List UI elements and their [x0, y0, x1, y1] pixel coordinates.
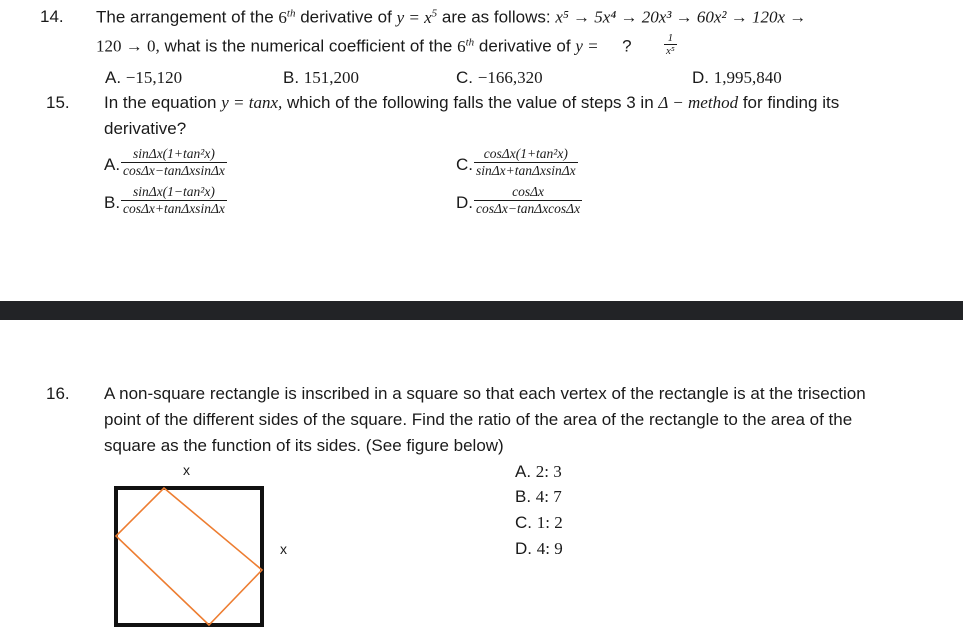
q16-figure: [112, 484, 272, 634]
q15-delta-method: Δ − method: [658, 93, 739, 112]
q16-option-b[interactable]: B. 4: 7: [515, 487, 562, 506]
q14-line2-start: 120 → 0,: [96, 36, 160, 56]
q14-number: 14.: [40, 7, 64, 26]
q14-line2-end: ?: [622, 36, 632, 56]
q15-option-b-letter[interactable]: B.: [104, 193, 121, 212]
q16-option-d[interactable]: D. 4: 9: [515, 539, 563, 558]
q14-option-b[interactable]: B. 151,200: [283, 68, 360, 87]
q14-sixth: 6th: [278, 7, 296, 27]
q15-option-c-letter[interactable]: C.: [456, 155, 473, 174]
q16-label-right: x: [280, 541, 287, 557]
q14-line2-eq: y =: [575, 36, 599, 56]
inscribed-rectangle: [116, 488, 262, 625]
q14-line2-mid: derivative of: [478, 36, 571, 56]
q16-line2: point of the different sides of the square. Find the ratio of the area of the rectangle to the area of the: [104, 410, 853, 429]
q15-option-b-fraction[interactable]: $\frac{\text{sinΔx(1−tan²x)}}{\cos\Delta x+\tan\Delta xsin\Delta x}$: [123, 184, 225, 216]
q15-option-a-fraction[interactable]: $\frac{\text{sinΔx(1+tan²x)}}{\cos\Delta x-\tan\Delta xsin\Delta x}$: [123, 146, 225, 178]
q14-line2-text: what is the numerical coefficient of the: [164, 36, 453, 56]
q16-number: 16.: [46, 384, 70, 403]
q16-line3: square as the function of its sides. (See figure below): [104, 436, 504, 455]
q15-option-a-letter[interactable]: A.: [104, 155, 121, 174]
q15-option-d-letter[interactable]: D.: [456, 193, 473, 212]
q14-option-d[interactable]: D. 1,995,840: [692, 68, 782, 87]
q14-sequence: x⁵ → 5x⁴ → 20x³ → 60x² → 120x →: [555, 7, 807, 27]
q14-equation: $y = x^5$: [396, 7, 438, 27]
q16-line1: A non-square rectangle is inscribed in a square so that each vertex of the rectangle is at the trisection: [104, 384, 866, 403]
q16-option-c[interactable]: C. 1: 2: [515, 513, 563, 532]
q15-number: 15.: [46, 93, 70, 112]
q14-line1-after: are as follows:: [441, 7, 551, 27]
q15-line2: derivative?: [104, 119, 187, 138]
q14-option-a[interactable]: A. −15,120: [105, 68, 183, 87]
q15-option-c-fraction[interactable]: $\frac{\text{cosΔx(1+tan²x)}}{\sin\Delta x+\tan\Delta xsin\Delta x}$: [476, 146, 576, 178]
q14-sixth-2: 6th: [457, 36, 475, 56]
q14-line1-prefix: The arrangement of the: [96, 7, 274, 27]
q14-line1-mid: derivative of: [300, 7, 392, 27]
q15-equation: y = tanx,: [221, 93, 283, 112]
q14-line1: [96, 7, 806, 28]
q14-option-c[interactable]: C. −166,320: [456, 68, 543, 87]
q15-option-d-fraction[interactable]: $\frac{\cos\Delta x}{\cos\Delta x-\tan\Delta xcos\Delta x}$: [476, 184, 581, 216]
q16-label-top: x: [183, 462, 190, 478]
separator-band: [0, 301, 963, 320]
q15-line1: In the equation y = tanx, which of the following falls the value of steps 3 in Δ − method for finding its: [104, 93, 840, 112]
q14-line2: [96, 36, 632, 57]
q16-option-a[interactable]: A. 2: 3: [515, 462, 562, 481]
q14-fraction: $\frac{1}{\text{x⁵}}$: [666, 32, 675, 57]
